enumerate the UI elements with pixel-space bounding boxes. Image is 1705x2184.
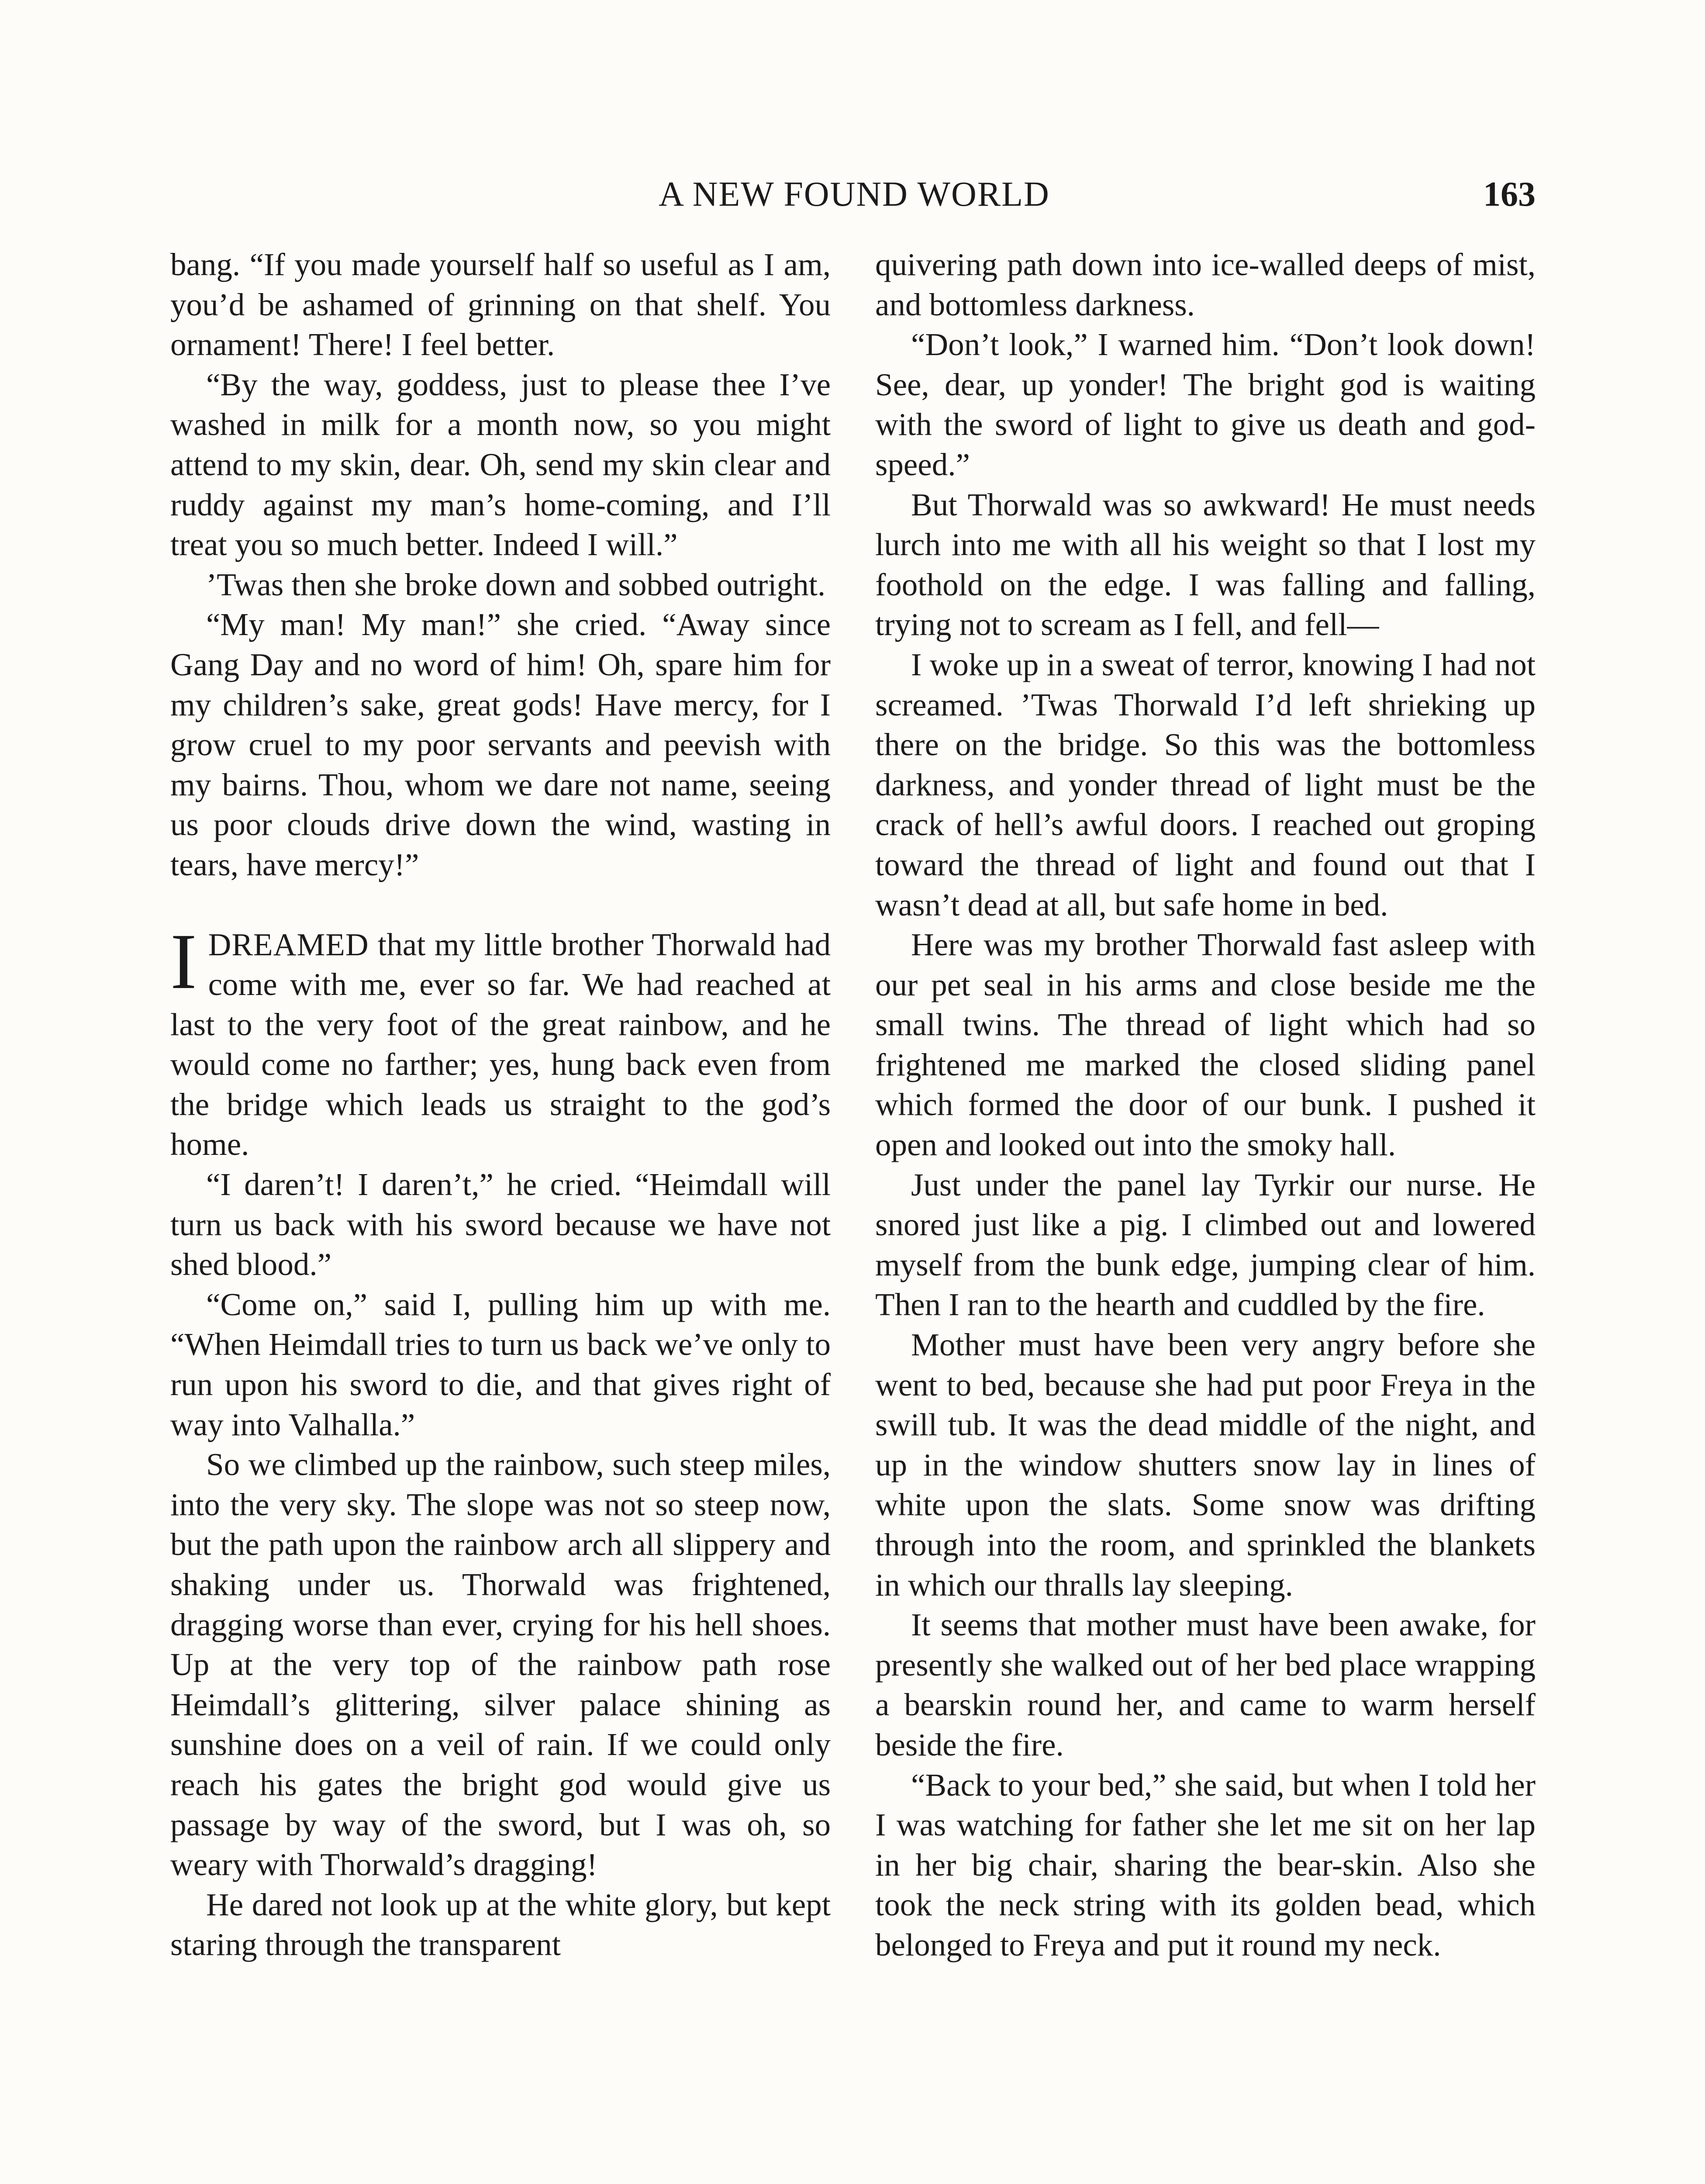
paragraph: Just under the panel lay Tyrkir our nurse. He snored just like a pig. I climbed out and lowered myself from the bunk edge, jumping clear of him. Then I ran to the hearth and cuddled by the fire. — [875, 1167, 1536, 1323]
paragraph: Mother must have been very angry before she went to bed, because she had put poor Freya in the swill tub. It was the dead middle of the night, and up in the window shutters snow lay in lines of white upon the slats. Some snow was drifting through into the room, and sprinkled the blankets in which our thralls lay sleeping. — [875, 1327, 1536, 1603]
page-header — [173, 173, 1536, 216]
paragraph: But Thorwald was so awkward! He must needs lurch into me with all his weight so that I lost my foothold on the edge. I was falling and falling, trying not to scream as I fell, and fell— — [875, 487, 1536, 643]
paragraph: “Come on,” said I, pulling him up with me. “When Heimdall tries to turn us back we’ve only to run upon his sword to die, and that gives right of way into Valhalla.” — [170, 1286, 831, 1442]
paragraph: “I daren’t! I daren’t,” he cried. “Heimdall will turn us back with his sword because we have not shed blood.” — [170, 1167, 831, 1282]
paragraph-text: that my little brother Thorwald had come with me, ever so far. We had reached at last to the very foot of the great rainbow, and he would come no farther; yes, hung back even from the bridge which leads us straight to the god’s home. — [170, 926, 831, 1162]
paragraph: quivering path down into ice-walled deeps of mist, and bottomless darkness. — [875, 247, 1536, 322]
paragraph: “By the way, goddess, just to please thee I’ve washed in milk for a month now, so you might attend to my skin, dear. Oh, send my skin clear and ruddy against my man’s home-coming, and I’ll treat you so much better. Indeed I will.” — [170, 366, 831, 563]
paragraph: It seems that mother must have been awake, for presently she walked out of her bed place wrapping a bearskin round her, and came to warm herself beside the fire. — [875, 1607, 1536, 1762]
paragraph: “My man! My man!” she cried. “Away since Gang Day and no word of him! Oh, spare him for my children’s sake, great gods! Have mercy, for I grow cruel to my poor servants and peevish with my bairns. Thou, whom we dare not name, seeing us poor clouds drive down the wind, wasting in tears, have mercy!” — [170, 607, 831, 882]
paragraph: Here was my brother Thorwald fast asleep with our pet seal in his arms and close beside me the small twins. The thread of light which had so frightened me marked the closed sliding panel which formed the door of our bunk. I pushed it open and looked out into the smoky hall. — [875, 927, 1536, 1163]
paragraph: So we climbed up the rainbow, such steep miles, into the very sky. The slope was not so steep now, but the path upon the rainbow arch all slippery and shaking under us. Thorwald was frightened, dragging worse than ever, crying for his hell shoes. Up at the very top of the rainbow path rose Heimdall’s glittering, silver palace shining as sunshine does on a veil of rain. If we could only reach his gates the bright god would give us passage by way of the sword, but I was oh, so weary with Thorwald’s dragging! — [170, 1447, 831, 1883]
paragraph: “Don’t look,” I warned him. “Don’t look down! See, dear, up yonder! The bright god is waiting with the sword of light to give us death and god-speed.” — [875, 327, 1536, 482]
right-column — [875, 245, 1536, 1965]
running-title: A NEW FOUND WORLD — [659, 175, 1050, 214]
paragraph: I woke up in a sweat of terror, knowing I had not screamed. ’Twas Thorwald I’d left shrieking up there on the bridge. So this was the bottomless darkness, and yonder thread of light must be the crack of hell’s awful doors. I reached out groping toward the thread of light and found out that I wasn’t dead at all, but safe home in bed. — [875, 646, 1536, 923]
paragraph: He dared not look up at the white glory, but kept staring through the transparent — [170, 1887, 831, 1963]
section-opening-paragraph — [170, 917, 831, 1165]
left-column — [170, 245, 831, 1965]
lead-in-word: DREAMED — [208, 926, 369, 962]
page-number: 163 — [1483, 175, 1536, 214]
paragraph: bang. “If you made yourself half so useful as I am, you’d be ashamed of grinning on that shelf. You ornament! There! I feel better. — [170, 247, 831, 363]
drop-cap: I — [170, 917, 197, 1006]
paragraph: ’Twas then she broke down and sobbed outright. — [206, 567, 826, 602]
paragraph: “Back to your bed,” she said, but when I told her I was watching for father she let me sit on her lap in her big chair, sharing the bear-skin. Also she took the neck string with its golden bead, which belonged to Freya and put it round my neck. — [875, 1767, 1536, 1963]
